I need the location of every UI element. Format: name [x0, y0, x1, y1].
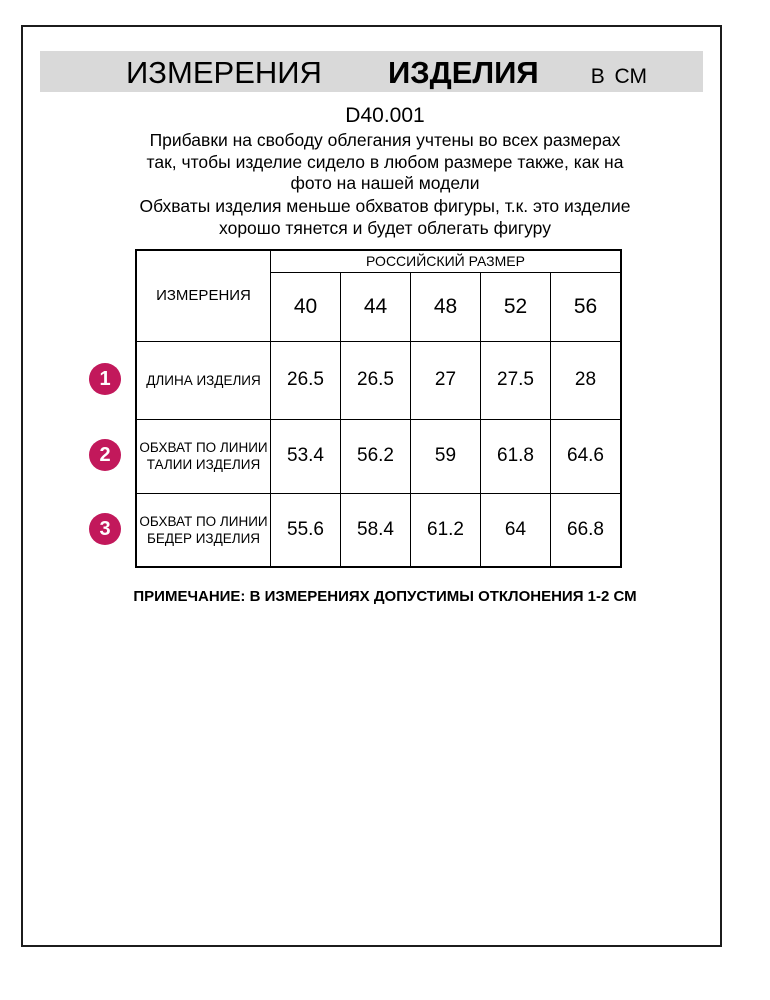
- product-code: D40.001: [345, 104, 425, 127]
- size-header-cell: 40: [271, 272, 341, 341]
- value-cell: 27.5: [481, 341, 551, 419]
- header-title-measurements: ИЗМЕРЕНИЯ: [126, 55, 322, 90]
- tolerance-note: ПРИМЕЧАНИЕ: В ИЗМЕРЕНИЯХ ДОПУСТИМЫ ОТКЛОНЕНИЯ 1-2 СМ: [133, 588, 637, 605]
- intro-paragraph-stretch: Обхваты изделия меньше обхватов фигуры, т.к. это изделие хорошо тянется и будет облегать фигуру: [139, 196, 631, 238]
- header-title-product: ИЗДЕЛИЯ: [387, 55, 539, 90]
- value-cell: 56.2: [341, 419, 411, 493]
- header-bar: [40, 51, 703, 92]
- value-cell: 66.8: [551, 493, 622, 567]
- table-row-length: [136, 341, 621, 419]
- value-cell: 28: [551, 341, 622, 419]
- size-header-cell: 48: [411, 272, 481, 341]
- header-unit-label: В СМ: [590, 65, 647, 88]
- measure-number-badge-3: 3: [89, 513, 121, 545]
- measure-label-cell: ОБХВАТ ПО ЛИНИИ ТАЛИИ ИЗДЕЛИЯ: [136, 419, 271, 493]
- table-row-hips: [136, 493, 621, 567]
- value-cell: 26.5: [271, 341, 341, 419]
- value-cell: 27: [411, 341, 481, 419]
- value-cell: 53.4: [271, 419, 341, 493]
- size-header-cell: 56: [551, 272, 622, 341]
- value-cell: 55.6: [271, 493, 341, 567]
- intro-paragraph-fit: Прибавки на свободу облегания учтены во всех размерах так, чтобы изделие сидело в любом размере также, как на фото на нашей модели: [146, 130, 624, 193]
- size-group-header-cell: РОССИЙСКИЙ РАЗМЕР: [271, 250, 622, 272]
- value-cell: 64.6: [551, 419, 622, 493]
- size-header-cell: 44: [341, 272, 411, 341]
- table-row-size-group: [136, 250, 621, 272]
- value-cell: 59: [411, 419, 481, 493]
- value-cell: 61.2: [411, 493, 481, 567]
- table-row-waist: [136, 419, 621, 493]
- size-table: [135, 249, 622, 568]
- size-header-cell: 52: [481, 272, 551, 341]
- measure-number-badge-2: 2: [89, 439, 121, 471]
- value-cell: 61.8: [481, 419, 551, 493]
- measure-number-badge-1: 1: [89, 363, 121, 395]
- value-cell: 58.4: [341, 493, 411, 567]
- measure-label-cell: ДЛИНА ИЗДЕЛИЯ: [136, 341, 271, 419]
- corner-header-cell: ИЗМЕРЕНИЯ: [136, 250, 271, 341]
- measure-label-cell: ОБХВАТ ПО ЛИНИИ БЕДЕР ИЗДЕЛИЯ: [136, 493, 271, 567]
- value-cell: 64: [481, 493, 551, 567]
- value-cell: 26.5: [341, 341, 411, 419]
